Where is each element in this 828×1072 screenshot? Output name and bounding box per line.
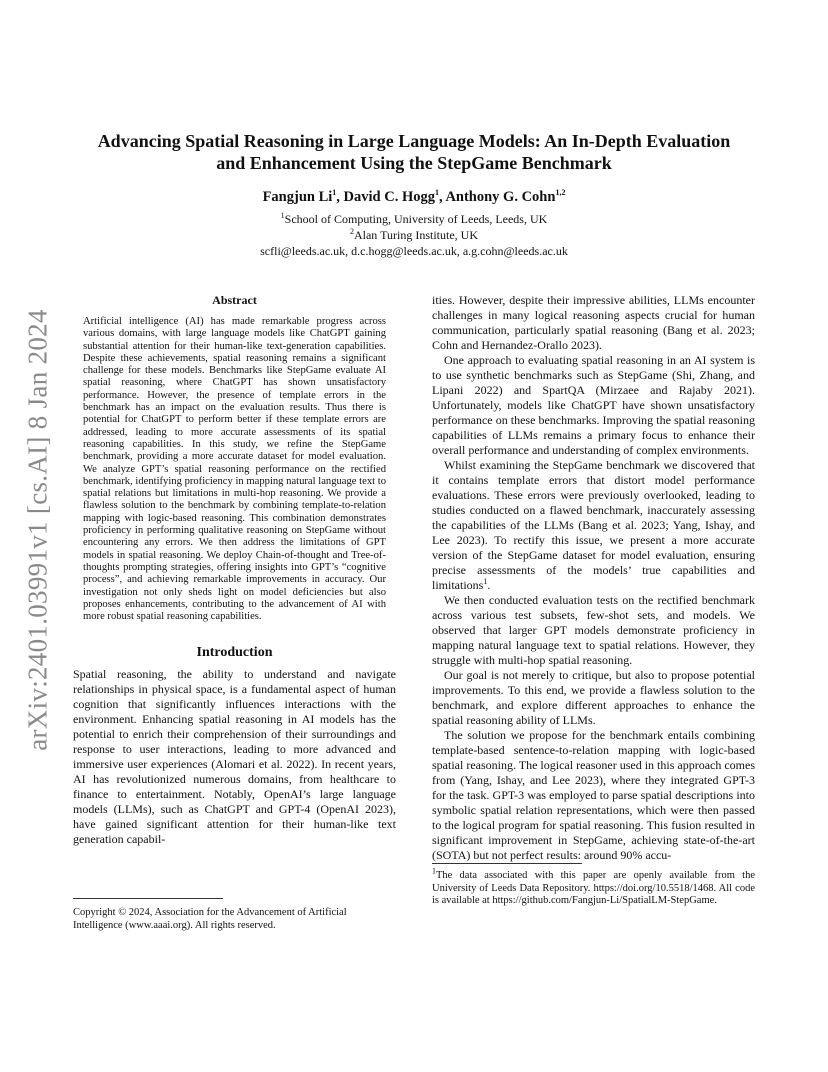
author-affiliation-mark: 1,2 (555, 188, 566, 198)
author-name: Fangjun Li (262, 189, 333, 205)
body-paragraph: We then conducted evaluation tests on the rectified benchmark across various test subsets, few-shot sets, and models. We observed that larger GPT models demonstrate proficiency in mapping natural language text to spatial relations. However, they struggle with multi-hop spatial reasoning. (432, 593, 755, 667)
author-list (70, 189, 758, 206)
introduction-paragraph: Spatial reasoning, the ability to understand and navigate relationships in physical space, is a fundamental aspect of human cognition that significantly influences interactions with the environment. Enhancing spatial reasoning in AI models has the potential to enrich their comprehension of their surroundings and response to user interactions, leading to more advanced and immersive user experiences (Alomari et al. 2022). In recent years, AI has revolutionized numerous domains, from healthcare to finance to entertainment. Notably, OpenAI’s large language models (LLMs), such as ChatGPT and GPT-4 (OpenAI 2023), have gained significant attention for their human-like text generation capabil- (73, 667, 396, 847)
body-paragraph: The solution we propose for the benchmark entails combining template-based sentence-to-relation mapping with logic-based spatial reasoning. The logical reasoner used in this approach comes from (Yang, Ishay, and Lee 2023), where they integrated GPT-3 for the task. GPT-3 was employed to parse spatial descriptions into symbolic spatial relation representations, which were then passed to the logical program for spatial reasoning. This fusion resulted in significant improvement in StepGame, achieving state-of-the-art (SOTA) but not perfect results: around 90% accu- (432, 728, 756, 862)
affiliation-text: Alan Turing Institute, UK (353, 228, 478, 242)
author-affiliation-mark: 1 (434, 188, 439, 198)
author-affiliation-mark: 1 (332, 188, 337, 198)
arxiv-identifier-stamp (8, 300, 68, 760)
paper-title (70, 130, 758, 174)
affiliation-mark: 1 (280, 211, 285, 220)
abstract-heading: Abstract (212, 293, 257, 307)
affiliation-text: School of Computing, University of Leeds, Leeds, UK (284, 212, 548, 226)
author-separator: , (336, 189, 344, 205)
arxiv-identifier-text: arXiv:2401.03991v1 [cs.AI] 8 Jan 2024 (22, 309, 53, 751)
body-paragraph: One approach to evaluating spatial reasoning in an AI system is to use synthetic benchmarks such as StepGame (Shi, Zhang, and Lipani 2022) and SpartQA (Mirzaee and Rajaby 2021). Unfortunately, models like ChatGPT have shown unsatisfactory performance on these benchmarks. Improving the spatial reasoning capabilities of LLMs remains a primary focus to enhance their overall performance and understanding of complex environments. (432, 353, 755, 457)
right-column (432, 293, 755, 863)
paper-title-line-2: and Enhancement Using the StepGame Benchmark (216, 153, 612, 173)
footnote-mark: 1 (432, 866, 436, 876)
left-column (73, 293, 396, 847)
affiliation-2 (70, 228, 758, 243)
author-separator: , (438, 189, 446, 205)
body-paragraph-text: Whilst examining the StepGame benchmark we discovered that it contains template errors that distort model performance evaluations. These errors were previously overlooked, leading to studies conducted on a flawed benchmark, inaccurately assessing the capabilities of the LLMs (Bang et al. 2023; Yang, Ishay, and Lee 2023). To rectify this issue, we present a more accurate version of the StepGame dataset for model evaluation, ensuring precise assessments of the models’ true capabilities and limitations (432, 458, 755, 592)
body-paragraph-end: . (487, 578, 491, 592)
footnote (432, 866, 755, 908)
author-emails: scfli@leeds.ac.uk, d.c.hogg@leeds.ac.uk, a.g.cohn@leeds.ac.uk (260, 244, 568, 258)
body-paragraph (432, 458, 755, 593)
affiliation-1 (70, 212, 758, 227)
introduction-heading: Introduction (196, 645, 273, 661)
paper-title-line-1: Advancing Spatial Reasoning in Large Language Models: An In-Depth Evaluation (97, 131, 731, 151)
footnote-divider (432, 863, 582, 864)
body-paragraph: Our goal is not merely to critique, but also to propose potential improvements. To this end, we provide a flawless solution to the benchmark, and explore different approaches to enhance the spatial reasoning ability of LLMs. (432, 668, 755, 727)
footnote-reference[interactable]: 1 (483, 577, 488, 586)
copyright-divider (73, 898, 223, 899)
abstract-text: Artificial intelligence (AI) has made remarkable progress across various domains, with large language models like ChatGPT gaining substantial attention for their human-like text-generation capabilities. Despite these achievements, spatial reasoning remains a significant challenge for these models. Benchmarks like StepGame evaluate AI spatial reasoning, where ChatGPT has shown unsatisfactory performance. However, the presence of template errors in the benchmark has an impact on the evaluation results. Thus there is potential for ChatGPT to perform better if these template errors are addressed, leading to more accurate assessments of its spatial reasoning capabilities. In this study, we refine the StepGame benchmark, providing a more accurate dataset for model evaluation. We analyze GPT’s spatial reasoning performance on the rectified benchmark, identifying proficiency in mapping natural language text to spatial relations but limitations in multi-hop reasoning. We provide a flawless solution to the benchmark by combining template-to-relation mapping with logic-based reasoning. This combination demonstrates proficiency in performing qualitative reasoning on StepGame without encountering any errors. We then address the limitations of GPT models in spatial reasoning. We deploy Chain-of-thought and Tree-of-thoughts prompting strategies, offering insights into GPT’s “cognitive process”, and achieving remarkable improvements in accuracy. Our investigation not only sheds light on model deficiencies but also proposes enhancements, contributing to the advancement of AI with more robust spatial reasoning capabilities. (83, 316, 386, 623)
copyright-notice: Copyright © 2024, Association for the Advancement of Artificial Intelligence (www.aaai.org). All rights reserved. (73, 907, 347, 931)
footnote-text: The data associated with this paper are openly available from the University of Leeds Data Repository. https://doi.org/10.5518/1468. All code is available at https://github.com/Fangjun-Li/SpatialLM-StepGame. (432, 870, 755, 906)
affiliation-mark: 2 (349, 227, 354, 236)
body-paragraph: ities. However, despite their impressive abilities, LLMs encounter challenges in many logical reasoning aspects crucial for human communication, particularly spatial reasoning (Bang et al. 2023; Cohn and Hernandez-Orallo 2023). (432, 293, 755, 352)
author-name: Anthony G. Cohn (445, 189, 556, 205)
author-name: David C. Hogg (343, 189, 435, 205)
